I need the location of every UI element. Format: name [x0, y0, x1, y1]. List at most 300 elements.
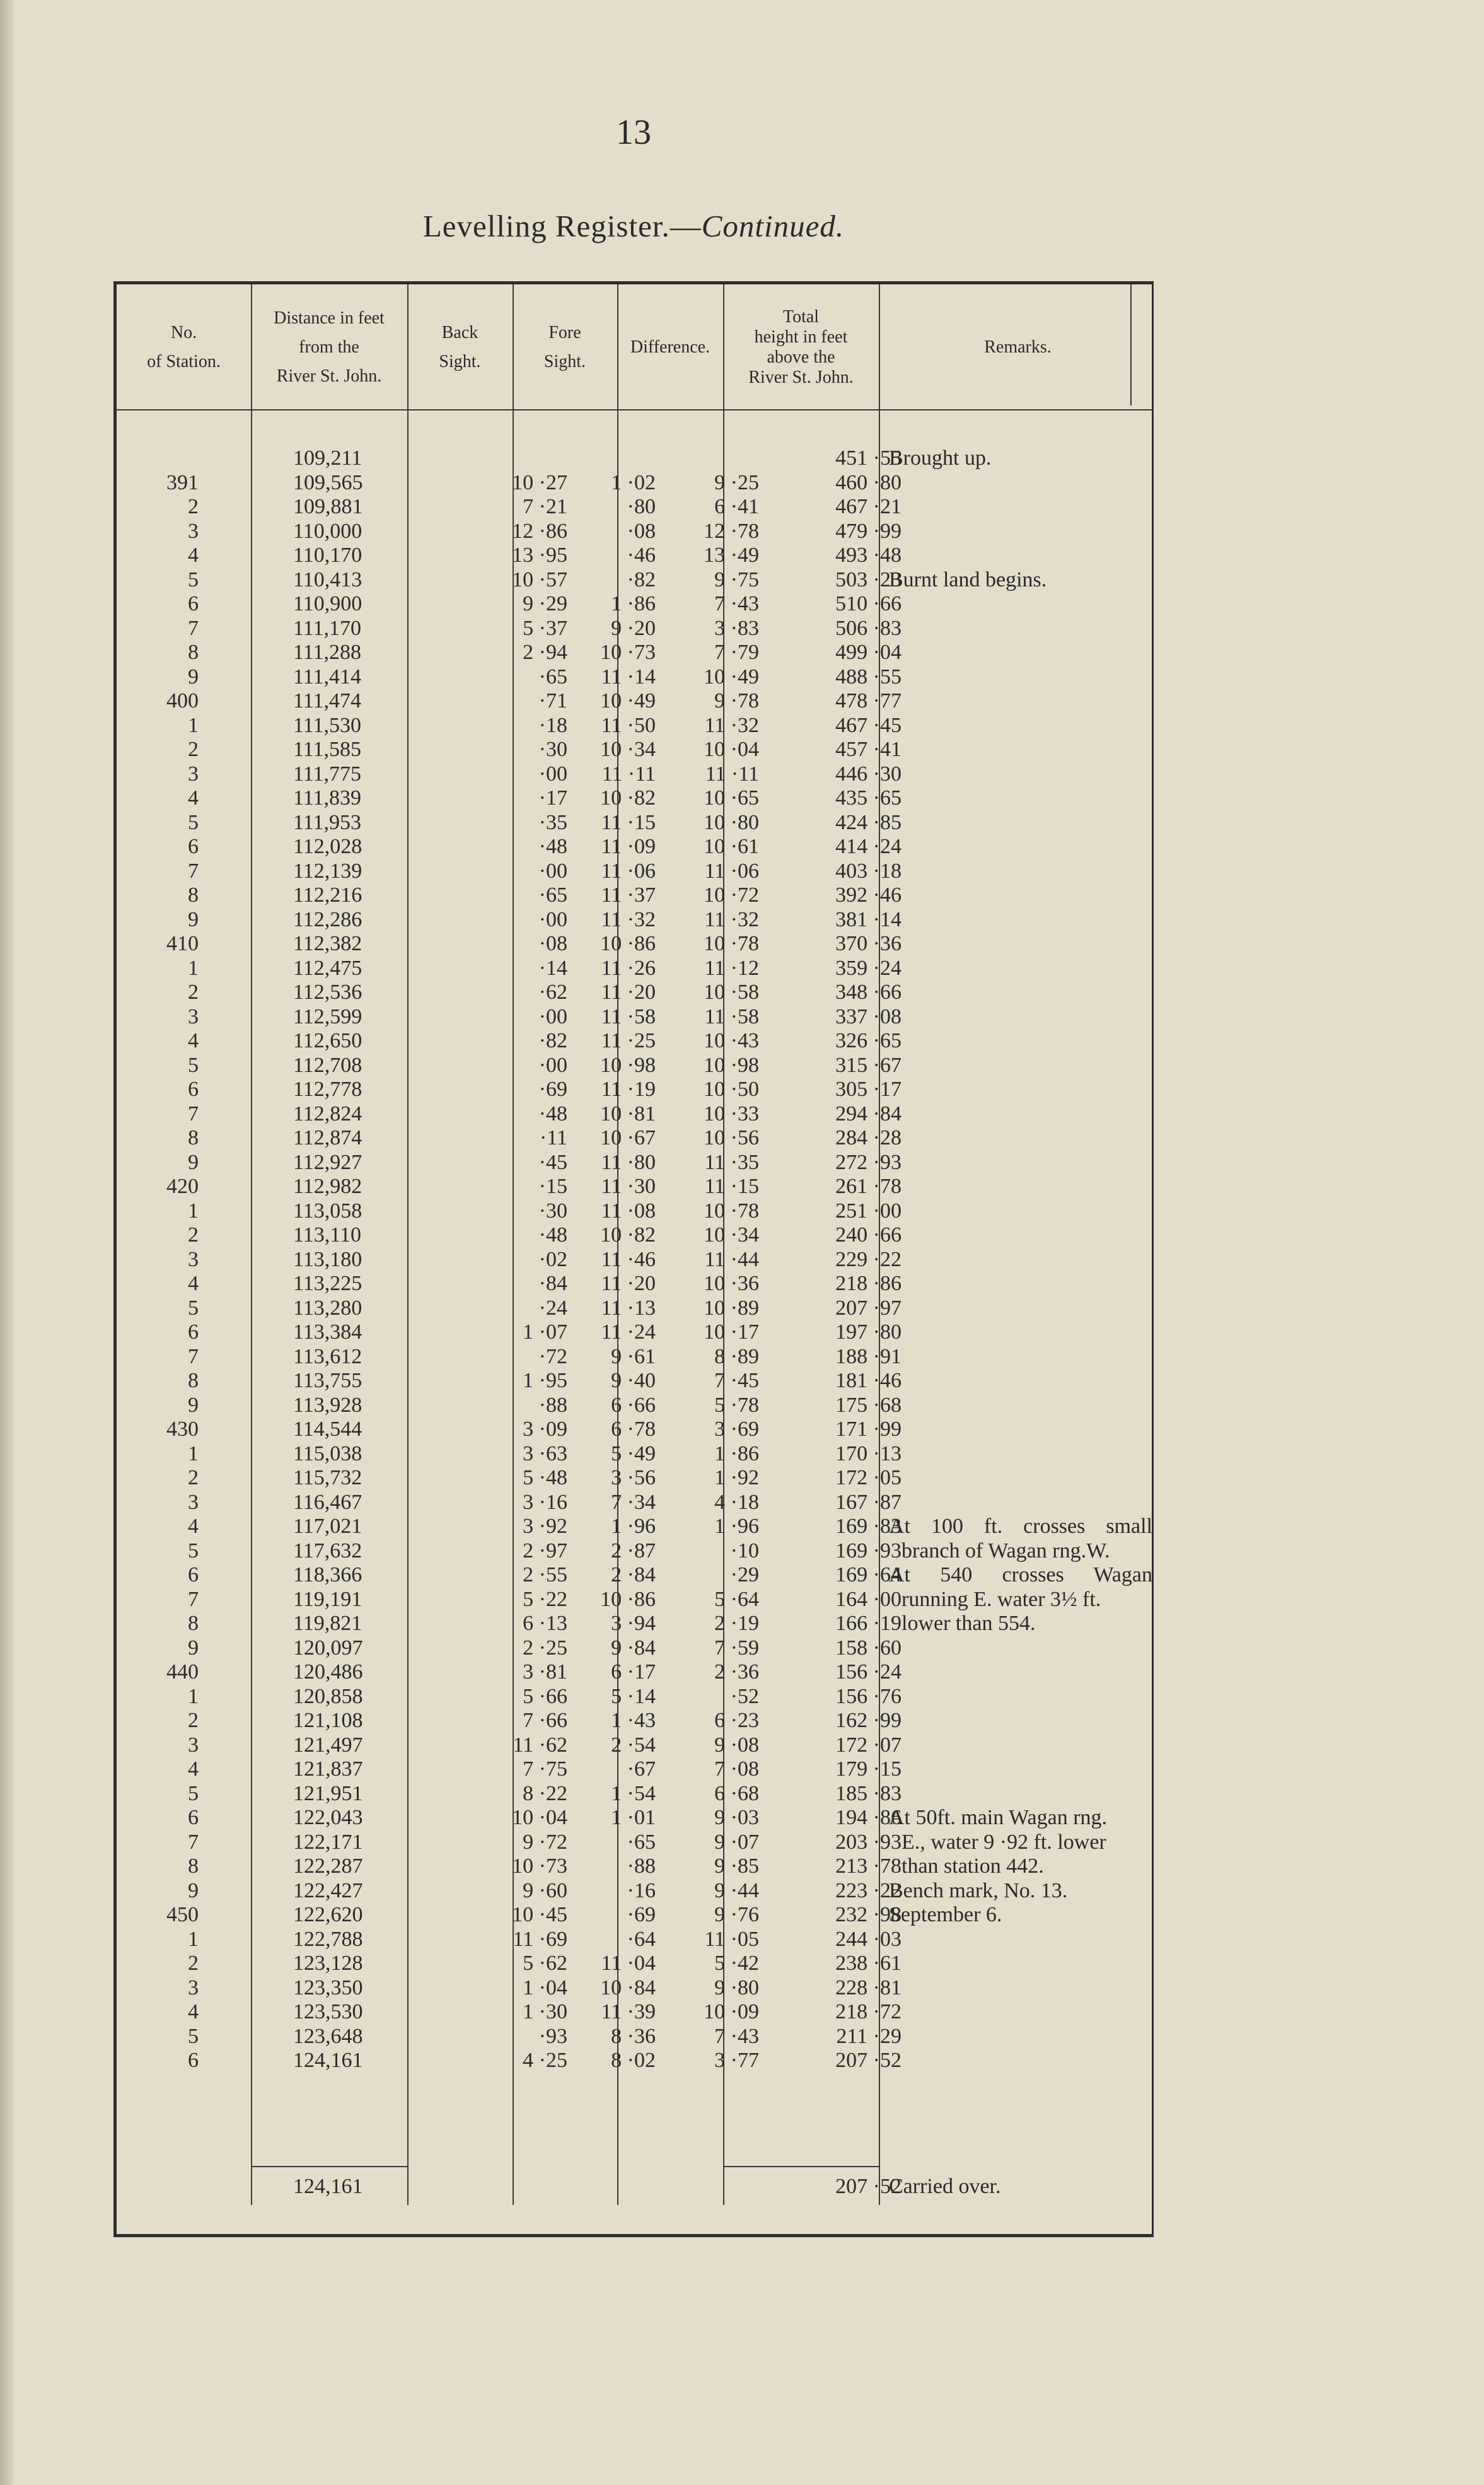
- fore-sight-cell: 6 ·17: [611, 1660, 656, 1684]
- station-number: 400: [166, 689, 199, 713]
- distance-cell: 122,171: [293, 1830, 363, 1854]
- fore-sight-cell: 1 ·86: [611, 592, 656, 615]
- total-height-cell: 424 ·85: [835, 810, 901, 834]
- fore-sight-cell: 7 ·34: [611, 1490, 656, 1514]
- distance-cell: 115,038: [293, 1441, 362, 1465]
- distance-cell: 110,000: [293, 519, 362, 543]
- fore-sight-cell: 11 ·06: [601, 859, 656, 883]
- difference-cell: 10 ·43: [704, 1029, 759, 1052]
- station-number: 5: [188, 810, 199, 834]
- difference-cell: 11 ·44: [704, 1247, 759, 1271]
- fore-sight-cell: 11 ·37: [601, 883, 656, 907]
- difference-cell: 9 ·08: [714, 1733, 759, 1757]
- difference-cell: 1 ·96: [714, 1515, 759, 1538]
- difference-cell: 10 ·58: [704, 981, 759, 1004]
- distance-cell: 117,021: [293, 1515, 362, 1538]
- difference-cell: 7 ·45: [714, 1369, 759, 1392]
- difference-cell: 4 ·18: [714, 1490, 759, 1514]
- total-height-cell: 294 ·84: [835, 1102, 901, 1126]
- fore-sight-cell: 5 ·14: [611, 1684, 656, 1708]
- difference-cell: 12 ·78: [704, 519, 759, 543]
- back-sight-cell: ·72: [538, 1344, 567, 1368]
- difference-cell: 7 ·08: [714, 1757, 759, 1781]
- fore-sight-cell: 9 ·61: [611, 1344, 656, 1368]
- station-number: 2: [188, 1223, 199, 1247]
- total-height-cell: 188 ·91: [835, 1344, 901, 1368]
- difference-cell: 10 ·61: [704, 835, 759, 858]
- total-height-cell: 467 ·45: [835, 713, 901, 737]
- back-sight-cell: 10 ·45: [512, 1903, 567, 1926]
- total-height-cell: 169 ·83: [835, 1515, 901, 1538]
- difference-cell: 6 ·68: [714, 1781, 759, 1805]
- difference-cell: ·29: [730, 1563, 759, 1586]
- distance-cell: 119,821: [293, 1612, 362, 1635]
- table-row: [117, 1199, 1157, 1224]
- back-sight-cell: 1 ·95: [523, 1369, 567, 1392]
- station-number: 7: [188, 1587, 199, 1611]
- total-height-cell: 169 ·64: [835, 1563, 901, 1586]
- fore-sight-cell: 9 ·84: [611, 1636, 656, 1660]
- back-sight-cell: 2 ·55: [523, 1563, 567, 1586]
- distance-cell: 112,778: [293, 1078, 362, 1101]
- header-back-sight: Back Sight.: [439, 322, 481, 371]
- table-row: [117, 908, 1157, 933]
- fore-sight-cell: ·67: [627, 1757, 656, 1781]
- table-row: [117, 932, 1157, 957]
- fore-sight-cell: 10 ·34: [600, 738, 656, 761]
- back-sight-cell: 3 ·92: [523, 1515, 567, 1538]
- station-number: 1: [188, 713, 199, 737]
- table-row: [117, 617, 1157, 641]
- table-row: [117, 835, 1157, 859]
- distance-cell: 109,211: [293, 446, 362, 470]
- distance-cell: 113,280: [293, 1296, 362, 1320]
- distance-cell: 121,497: [293, 1733, 363, 1757]
- fore-sight-cell: 11 ·30: [601, 1175, 656, 1198]
- back-sight-cell: ·71: [538, 689, 567, 713]
- table-row: [117, 957, 1157, 981]
- total-height-cell: 337 ·08: [835, 1004, 901, 1028]
- difference-cell: ·10: [730, 1539, 759, 1563]
- distance-cell: 119,191: [293, 1587, 362, 1611]
- back-sight-cell: ·11: [539, 1126, 567, 1149]
- station-number: 3: [188, 1976, 199, 1999]
- station-number: 391: [166, 470, 199, 494]
- back-sight-cell: 12 ·86: [512, 519, 567, 543]
- difference-cell: 2 ·36: [714, 1660, 759, 1684]
- back-sight-cell: ·62: [538, 981, 567, 1004]
- back-sight-cell: 11 ·69: [513, 1927, 567, 1951]
- total-height-cell: 261 ·78: [835, 1175, 901, 1198]
- back-sight-cell: 7 ·66: [523, 1709, 567, 1732]
- distance-cell: 113,110: [293, 1223, 361, 1247]
- remark-burnt-land: Burnt land begins.: [889, 568, 1047, 591]
- station-number: 4: [188, 2000, 199, 2023]
- table-row: [117, 1636, 1157, 1661]
- table-row: [117, 544, 1157, 568]
- total-height-cell: 218 ·86: [835, 1272, 901, 1295]
- station-number: 4: [188, 1515, 199, 1538]
- table-row: [117, 1272, 1157, 1296]
- table-row: [117, 1976, 1157, 2001]
- fore-sight-cell: 1 ·02: [611, 470, 656, 494]
- difference-cell: 8 ·89: [714, 1344, 759, 1368]
- back-sight-cell: ·00: [538, 859, 567, 883]
- back-sight-cell: 3 ·09: [523, 1417, 567, 1441]
- station-number: 4: [188, 1272, 199, 1295]
- station-number: 7: [188, 1830, 199, 1854]
- difference-cell: 10 ·34: [704, 1223, 759, 1247]
- back-sight-cell: ·14: [538, 956, 567, 980]
- back-sight-cell: 11 ·62: [513, 1733, 567, 1757]
- distance-cell: 111,839: [293, 786, 361, 810]
- difference-cell: 10 ·89: [704, 1296, 759, 1320]
- difference-cell: 7 ·79: [714, 641, 759, 664]
- distance-cell: 112,650: [293, 1029, 362, 1052]
- back-sight-cell: ·00: [538, 907, 567, 931]
- distance-cell: 112,286: [293, 907, 362, 931]
- fore-sight-cell: 1 ·96: [611, 1515, 656, 1538]
- station-number: 2: [188, 1709, 199, 1732]
- distance-cell: 111,530: [293, 713, 361, 737]
- table-row: [117, 1126, 1157, 1151]
- total-rule-height: [723, 2166, 879, 2167]
- difference-cell: 6 ·23: [714, 1709, 759, 1732]
- difference-cell: 13 ·49: [704, 544, 759, 567]
- station-number: 8: [188, 1369, 199, 1392]
- back-sight-cell: 1 ·04: [523, 1976, 567, 1999]
- station-number: 6: [188, 835, 199, 858]
- station-number: 8: [188, 1854, 199, 1878]
- distance-cell: 113,180: [293, 1247, 362, 1271]
- distance-cell: 113,928: [293, 1393, 362, 1417]
- total-height-cell: 240 ·66: [835, 1223, 901, 1247]
- footer-distance: 124,161: [293, 2175, 363, 2198]
- distance-cell: 112,927: [293, 1150, 362, 1174]
- total-height-cell: 244 ·03: [835, 1927, 901, 1951]
- table-row: [117, 1369, 1157, 1394]
- fore-sight-cell: ·16: [627, 1878, 656, 1902]
- table-row: [117, 1685, 1157, 1709]
- difference-cell: 9 ·03: [714, 1806, 759, 1829]
- station-number: 6: [188, 1563, 199, 1586]
- total-height-cell: 229 ·22: [835, 1247, 901, 1271]
- back-sight-cell: ·00: [538, 762, 567, 786]
- table-row: [117, 811, 1157, 835]
- difference-cell: 1 ·92: [714, 1466, 759, 1489]
- distance-cell: 113,612: [293, 1344, 362, 1368]
- back-sight-cell: ·30: [538, 1199, 567, 1223]
- difference-cell: 1 ·86: [714, 1441, 759, 1465]
- total-height-cell: 478 ·77: [835, 689, 901, 713]
- station-number: 3: [188, 1247, 199, 1271]
- station-number: 4: [188, 786, 199, 810]
- back-sight-cell: 5 ·48: [523, 1466, 567, 1489]
- fore-sight-cell: 1 ·01: [611, 1806, 656, 1829]
- station-number: 4: [188, 1757, 199, 1781]
- back-sight-cell: 8 ·22: [523, 1781, 567, 1805]
- back-sight-cell: ·69: [538, 1078, 567, 1101]
- distance-cell: 113,225: [293, 1272, 362, 1295]
- station-number: 3: [188, 762, 199, 786]
- distance-cell: 122,287: [293, 1854, 363, 1878]
- difference-cell: 10 ·65: [704, 786, 759, 810]
- table-row: [117, 1175, 1157, 1199]
- table-row: [117, 446, 1157, 471]
- back-sight-cell: ·35: [538, 810, 567, 834]
- total-height-cell: 460 ·80: [835, 470, 901, 494]
- total-height-cell: 392 ·46: [835, 883, 901, 907]
- fore-sight-cell: 11 ·39: [601, 2000, 656, 2023]
- fore-sight-cell: 10 ·84: [600, 1976, 656, 1999]
- fore-sight-cell: 1 ·43: [611, 1709, 656, 1732]
- back-sight-cell: 2 ·94: [523, 641, 567, 664]
- table-row: [117, 714, 1157, 738]
- fore-sight-cell: 11 ·19: [601, 1078, 656, 1101]
- total-height-cell: 172 ·07: [835, 1733, 901, 1757]
- back-sight-cell: 10 ·27: [512, 470, 567, 494]
- page-number: 13: [616, 113, 651, 152]
- difference-cell: 9 ·85: [714, 1854, 759, 1878]
- total-height-cell: 370 ·36: [835, 932, 901, 955]
- table-row: [117, 495, 1157, 520]
- difference-cell: 11 ·05: [704, 1927, 759, 1951]
- station-number: 2: [188, 981, 199, 1004]
- table-row: [117, 1296, 1157, 1321]
- station-number: 6: [188, 1806, 199, 1829]
- back-sight-cell: 7 ·75: [523, 1757, 567, 1781]
- remark-brought-up: Brought up.: [889, 446, 992, 470]
- difference-cell: 10 ·49: [704, 665, 759, 689]
- station-number: 1: [188, 1684, 199, 1708]
- distance-cell: 111,585: [293, 738, 361, 761]
- total-height-cell: 162 ·99: [835, 1709, 901, 1732]
- back-sight-cell: 3 ·63: [523, 1441, 567, 1465]
- difference-cell: 10 ·72: [704, 883, 759, 907]
- difference-cell: 10 ·78: [704, 932, 759, 955]
- total-height-cell: 510 ·66: [835, 592, 901, 615]
- back-sight-cell: ·48: [538, 835, 567, 858]
- station-number: 7: [188, 859, 199, 883]
- total-height-cell: 211 ·29: [836, 2024, 901, 2048]
- total-height-cell: 207 ·52: [835, 2049, 901, 2072]
- table-row: [117, 1320, 1157, 1345]
- back-sight-cell: ·82: [538, 1029, 567, 1052]
- table-row: [117, 1952, 1157, 1976]
- table-row: [117, 1928, 1157, 1952]
- station-number: 2: [188, 1952, 199, 1975]
- back-sight-cell: 5 ·37: [523, 616, 567, 640]
- difference-cell: 11 ·12: [704, 956, 759, 980]
- table-row: [117, 2049, 1157, 2073]
- total-height-cell: 179 ·15: [835, 1757, 901, 1781]
- fore-sight-cell: 5 ·49: [611, 1441, 656, 1465]
- station-number: 8: [188, 1612, 199, 1635]
- fore-sight-cell: 11 ·46: [601, 1247, 656, 1271]
- station-number: 7: [188, 616, 199, 640]
- difference-cell: 9 ·80: [714, 1976, 759, 1999]
- total-height-cell: 446 ·30: [835, 762, 901, 786]
- fore-sight-cell: 3 ·94: [611, 1612, 656, 1635]
- fore-sight-cell: 10 ·49: [600, 689, 656, 713]
- total-height-cell: 284 ·28: [835, 1126, 901, 1149]
- fore-sight-cell: ·82: [627, 567, 656, 591]
- distance-cell: 114,544: [293, 1417, 362, 1441]
- station-number: 6: [188, 1320, 199, 1344]
- total-height-cell: 467 ·21: [835, 495, 901, 518]
- total-height-cell: 156 ·76: [835, 1684, 901, 1708]
- back-sight-cell: 10 ·04: [512, 1806, 567, 1829]
- back-sight-cell: ·18: [538, 713, 567, 737]
- difference-cell: 10 ·04: [704, 738, 759, 761]
- difference-cell: 9 ·44: [714, 1878, 759, 1902]
- total-height-cell: 185 ·83: [835, 1781, 901, 1805]
- total-height-cell: 414 ·24: [835, 835, 901, 858]
- difference-cell: 10 ·50: [704, 1078, 759, 1101]
- difference-cell: 9 ·78: [714, 689, 759, 713]
- station-number: 3: [188, 519, 199, 543]
- fore-sight-cell: ·46: [627, 544, 656, 567]
- fore-sight-cell: ·08: [627, 519, 656, 543]
- distance-cell: 113,755: [293, 1369, 362, 1392]
- distance-cell: 112,382: [293, 932, 362, 955]
- back-sight-cell: 2 ·25: [523, 1636, 567, 1660]
- total-height-cell: 359 ·24: [835, 956, 901, 980]
- back-sight-cell: ·45: [538, 1150, 567, 1174]
- fore-sight-cell: 11 ·14: [601, 665, 656, 689]
- table-row: [117, 738, 1157, 762]
- difference-cell: 10 ·17: [704, 1320, 759, 1344]
- station-number: 3: [188, 1004, 199, 1028]
- distance-cell: 109,565: [293, 470, 363, 494]
- fore-sight-cell: 10 ·67: [600, 1126, 656, 1149]
- distance-cell: 109,881: [293, 495, 363, 518]
- fore-sight-cell: 2 ·54: [611, 1733, 656, 1757]
- distance-cell: 122,427: [293, 1878, 363, 1902]
- total-height-cell: 164 ·00: [835, 1587, 901, 1611]
- total-height-cell: 172 ·05: [835, 1466, 901, 1489]
- total-height-cell: 305 ·17: [835, 1078, 901, 1101]
- back-sight-cell: ·00: [538, 1053, 567, 1077]
- distance-cell: 120,858: [293, 1684, 363, 1708]
- difference-cell: 11 ·58: [704, 1004, 759, 1028]
- total-height-cell: 488 ·55: [835, 665, 901, 689]
- table-row: [117, 2000, 1157, 2025]
- station-number: 420: [166, 1175, 199, 1198]
- total-height-cell: 479 ·99: [835, 519, 901, 543]
- header-distance: Distance in feet from the River St. John.: [274, 308, 385, 387]
- fore-sight-cell: 2 ·87: [611, 1539, 656, 1563]
- difference-cell: 11 ·32: [704, 907, 759, 931]
- table-row: [117, 1442, 1157, 1467]
- fore-sight-cell: 10 ·86: [600, 932, 656, 955]
- difference-cell: 11 ·35: [704, 1150, 759, 1174]
- difference-cell: 6 ·41: [714, 495, 759, 518]
- total-height-cell: 170 ·13: [835, 1441, 901, 1465]
- distance-cell: 117,632: [293, 1539, 362, 1563]
- header-remarks: Remarks.: [984, 337, 1052, 357]
- total-height-cell: 403 ·18: [835, 859, 901, 883]
- station-number: 2: [188, 1466, 199, 1489]
- total-height-cell: 167 ·87: [835, 1490, 901, 1514]
- distance-cell: 112,028: [293, 835, 362, 858]
- distance-cell: 111,170: [293, 616, 361, 640]
- page-spine-shadow: [0, 0, 14, 2485]
- difference-cell: 3 ·83: [714, 616, 759, 640]
- distance-cell: 115,732: [293, 1466, 362, 1489]
- fore-sight-cell: 10 ·86: [600, 1587, 656, 1611]
- station-number: 450: [166, 1903, 199, 1926]
- difference-cell: 10 ·56: [704, 1126, 759, 1149]
- back-sight-cell: ·88: [538, 1393, 567, 1417]
- station-number: 440: [166, 1660, 199, 1684]
- station-number: 1: [188, 1441, 199, 1465]
- distance-cell: 121,951: [293, 1781, 363, 1805]
- table-row: [117, 665, 1157, 690]
- fore-sight-cell: 11 ·20: [601, 981, 656, 1004]
- back-sight-cell: ·84: [538, 1272, 567, 1295]
- total-height-cell: 223 ·22: [835, 1878, 901, 1902]
- distance-cell: 112,824: [293, 1102, 362, 1126]
- back-sight-cell: 2 ·97: [523, 1539, 567, 1563]
- distance-cell: 112,536: [293, 981, 362, 1004]
- table-row: [117, 1417, 1157, 1442]
- distance-cell: 118,366: [293, 1563, 362, 1586]
- fore-sight-cell: ·65: [627, 1830, 656, 1854]
- total-height-cell: 207 ·97: [835, 1296, 901, 1320]
- total-height-cell: 156 ·24: [835, 1660, 901, 1684]
- total-rule-distance: [251, 2166, 407, 2167]
- fore-sight-cell: ·88: [627, 1854, 656, 1878]
- fore-sight-cell: 8 ·02: [611, 2049, 656, 2072]
- difference-cell: 10 ·98: [704, 1053, 759, 1077]
- total-height-cell: 499 ·04: [835, 641, 901, 664]
- back-sight-cell: 5 ·62: [523, 1952, 567, 1975]
- distance-cell: 122,620: [293, 1903, 363, 1926]
- footer-total-height: 207 ·52: [835, 2175, 901, 2198]
- total-height-cell: 506 ·83: [835, 616, 901, 640]
- table-row: [117, 1102, 1157, 1127]
- total-height-cell: 493 ·48: [835, 544, 901, 567]
- table-row: [117, 689, 1157, 714]
- fore-sight-cell: 2 ·84: [611, 1563, 656, 1586]
- back-sight-cell: 5 ·22: [523, 1587, 567, 1611]
- back-sight-cell: 9 ·29: [523, 592, 567, 615]
- total-height-cell: 228 ·81: [835, 1976, 901, 1999]
- station-number: 6: [188, 1078, 199, 1101]
- back-sight-cell: 9 ·72: [523, 1830, 567, 1854]
- station-number: 9: [188, 1878, 199, 1902]
- table-row: [117, 1466, 1157, 1491]
- difference-cell: 10 ·09: [704, 2000, 759, 2023]
- total-height-cell: 218 ·72: [835, 2000, 901, 2023]
- back-sight-cell: ·15: [538, 1175, 567, 1198]
- total-height-cell: 232 ·98: [835, 1903, 901, 1926]
- back-sight-cell: ·24: [538, 1296, 567, 1320]
- fore-sight-cell: 3 ·56: [611, 1466, 656, 1489]
- fore-sight-cell: 11 ·20: [601, 1272, 656, 1295]
- fore-sight-cell: 6 ·78: [611, 1417, 656, 1441]
- fore-sight-cell: 11 ·08: [601, 1199, 656, 1223]
- distance-cell: 120,097: [293, 1636, 363, 1660]
- difference-cell: 2 ·19: [714, 1612, 759, 1635]
- table-row: [117, 1660, 1157, 1685]
- table-row: [117, 1491, 1157, 1515]
- fore-sight-cell: 11 ·11: [601, 762, 656, 786]
- distance-cell: 111,474: [293, 689, 361, 713]
- difference-cell: 10 ·78: [704, 1199, 759, 1223]
- back-sight-cell: 4 ·25: [523, 2049, 567, 2072]
